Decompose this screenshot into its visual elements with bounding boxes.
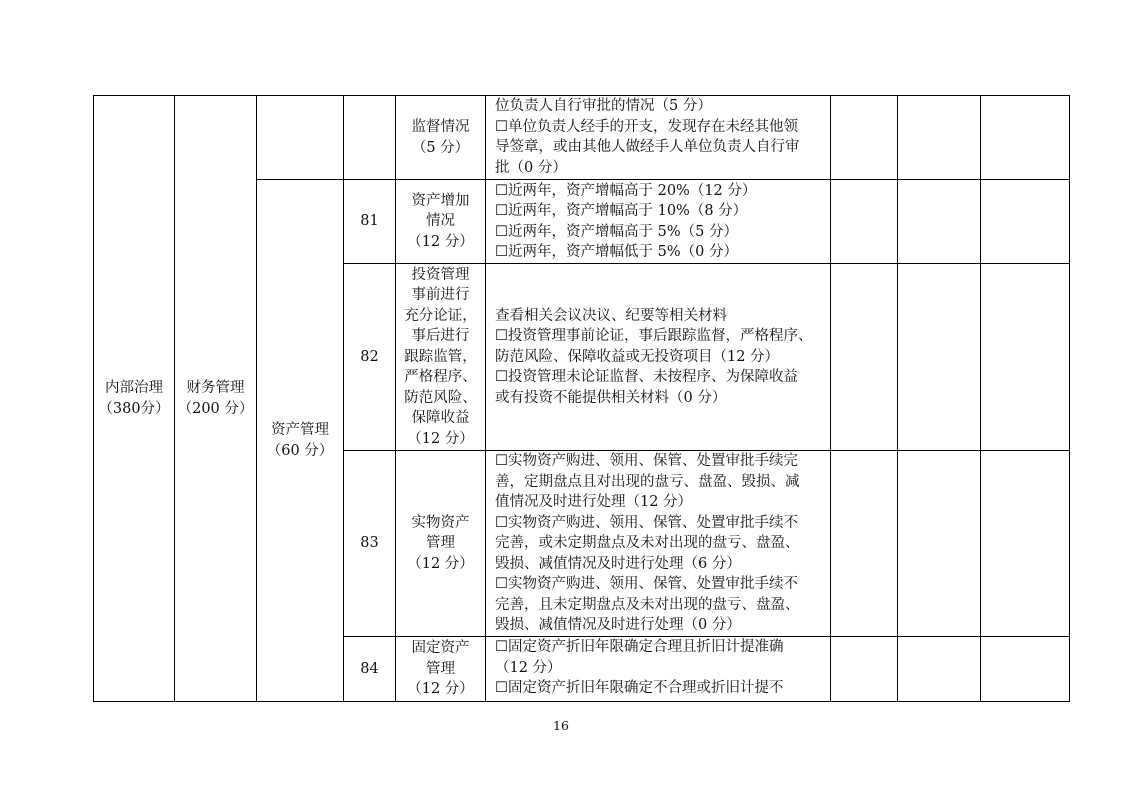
item-name-line: 管理 bbox=[426, 660, 455, 677]
level3-score: （60 分） bbox=[266, 442, 334, 459]
score-cell-empty bbox=[981, 96, 1070, 180]
criteria-line: ☐实物资产购进、领用、保管、处置审批手续不 bbox=[495, 576, 798, 593]
criteria-line: 毁损、减值情况及时进行处理（6 分） bbox=[495, 555, 741, 572]
item-name-line: 防范风险、 bbox=[404, 389, 477, 406]
criteria-line: 批（0 分） bbox=[495, 159, 567, 176]
item-name-cell bbox=[396, 637, 486, 702]
score-cell-empty bbox=[981, 180, 1070, 264]
item-name-line: 固定资产 bbox=[411, 640, 470, 657]
criteria-cell bbox=[486, 637, 831, 702]
item-name-line: 保障收益 bbox=[411, 410, 470, 427]
level2-category-cell bbox=[175, 96, 257, 702]
item-name-cell bbox=[396, 180, 486, 264]
item-name-line: 投资管理 bbox=[411, 266, 470, 283]
item-number-cell: 81 bbox=[344, 180, 396, 264]
level2-score: （200 分） bbox=[177, 400, 254, 417]
item-name-line: 严格程序、 bbox=[404, 369, 477, 386]
score-cell-empty bbox=[831, 96, 898, 180]
criteria-line: ☐近两年，资产增幅高于 10%（8 分） bbox=[495, 203, 748, 219]
item-name-line: 监督情况 bbox=[411, 119, 470, 135]
score-cell-empty bbox=[981, 264, 1070, 451]
level1-score: （380分） bbox=[98, 400, 170, 417]
item-number-cell: 84 bbox=[344, 637, 396, 702]
item-name-line: （12 分） bbox=[407, 555, 474, 572]
criteria-cell bbox=[486, 180, 831, 264]
criteria-cell bbox=[486, 451, 831, 637]
criteria-line: ☐固定资产折旧年限确定不合理或折旧计提不 bbox=[495, 680, 784, 696]
item-number-cell: 83 bbox=[344, 451, 396, 637]
level3-empty-cell bbox=[257, 96, 344, 180]
criteria-line: 完善，或未定期盘点及未对出现的盘亏、盘盈、 bbox=[495, 535, 800, 552]
item-number-cell bbox=[344, 96, 396, 180]
criteria-line: 查看相关会议决议、纪要等相关材料 bbox=[495, 307, 727, 324]
criteria-line: 防范风险、保障收益或无投资项目（12 分） bbox=[495, 348, 780, 365]
criteria-line: 完善，且未定期盘点及未对出现的盘亏、盘盈、 bbox=[495, 596, 800, 613]
criteria-line: ☐实物资产购进、领用、保管、处置审批手续完 bbox=[495, 453, 798, 470]
criteria-line: （12 分） bbox=[495, 659, 562, 676]
score-cell-empty bbox=[898, 180, 981, 264]
score-cell-empty bbox=[898, 637, 981, 702]
criteria-line: ☐实物资产购进、领用、保管、处置审批手续不 bbox=[495, 514, 798, 531]
level3-category-cell bbox=[257, 180, 344, 702]
item-name-line: 充分论证， bbox=[404, 307, 477, 324]
item-name-cell bbox=[396, 451, 486, 637]
score-cell-empty bbox=[898, 264, 981, 451]
score-cell-empty bbox=[898, 96, 981, 180]
level2-name: 财务管理 bbox=[186, 380, 245, 396]
criteria-line: ☐近两年，资产增幅高于 20%（12 分） bbox=[495, 182, 757, 199]
score-cell-empty bbox=[981, 451, 1070, 637]
criteria-line: 导签章，或由其他人做经手人单位负责人自行审 bbox=[495, 139, 800, 155]
criteria-line: ☐投资管理事前论证，事后跟踪监督，严格程序、 bbox=[495, 328, 813, 345]
item-name-line: 事后进行 bbox=[411, 328, 470, 345]
item-number-cell: 82 bbox=[344, 264, 396, 451]
criteria-line: ☐固定资产折旧年限确定合理且折旧计提准确 bbox=[495, 639, 784, 655]
item-name-line: （12 分） bbox=[407, 681, 474, 698]
criteria-cell bbox=[486, 96, 831, 180]
score-cell-empty bbox=[831, 451, 898, 637]
score-cell-empty bbox=[831, 637, 898, 702]
item-name-line: 跟踪监管， bbox=[404, 348, 477, 365]
level1-name: 内部治理 bbox=[105, 380, 163, 396]
item-name-line: （12 分） bbox=[407, 430, 474, 447]
item-name-line: （5 分） bbox=[411, 139, 470, 156]
item-name-line: （12 分） bbox=[407, 233, 474, 250]
level3-name: 资产管理 bbox=[271, 422, 329, 438]
criteria-line: ☐近两年，资产增幅低于 5%（0 分） bbox=[495, 244, 738, 260]
criteria-line: ☐单位负责人经手的开支，发现存在未经其他领 bbox=[495, 118, 798, 135]
table-row-supervision bbox=[94, 96, 1070, 180]
score-cell-empty bbox=[981, 637, 1070, 702]
criteria-line: 位负责人自行审批的情况（5 分） bbox=[495, 98, 712, 114]
score-cell-empty bbox=[898, 451, 981, 637]
criteria-line: 善，定期盘点且对出现的盘亏、盘盈、毁损、减 bbox=[495, 473, 800, 490]
criteria-line: 或有投资不能提供相关材料（0 分） bbox=[495, 389, 727, 406]
item-name-cell bbox=[396, 96, 486, 180]
item-name-line: 情况 bbox=[426, 213, 455, 230]
item-name-line: 事前进行 bbox=[411, 287, 470, 304]
item-name-line: 管理 bbox=[426, 535, 455, 552]
item-name-line: 实物资产 bbox=[411, 514, 470, 531]
score-cell-empty bbox=[831, 264, 898, 451]
item-name-line: 资产增加 bbox=[411, 192, 470, 209]
criteria-line: 值情况及时进行处理（12 分） bbox=[495, 494, 693, 511]
item-name-cell bbox=[396, 264, 486, 451]
criteria-cell bbox=[486, 264, 831, 451]
page-number: 16 bbox=[553, 718, 569, 733]
score-cell-empty bbox=[831, 180, 898, 264]
level1-category-cell bbox=[94, 96, 175, 702]
criteria-line: ☐投资管理未论证监督、未按程序、为保障收益 bbox=[495, 369, 798, 386]
evaluation-table bbox=[93, 95, 1070, 702]
criteria-line: 毁损、减值情况及时进行处理（0 分） bbox=[495, 617, 741, 634]
criteria-line: ☐近两年，资产增幅高于 5%（5 分） bbox=[495, 223, 738, 240]
